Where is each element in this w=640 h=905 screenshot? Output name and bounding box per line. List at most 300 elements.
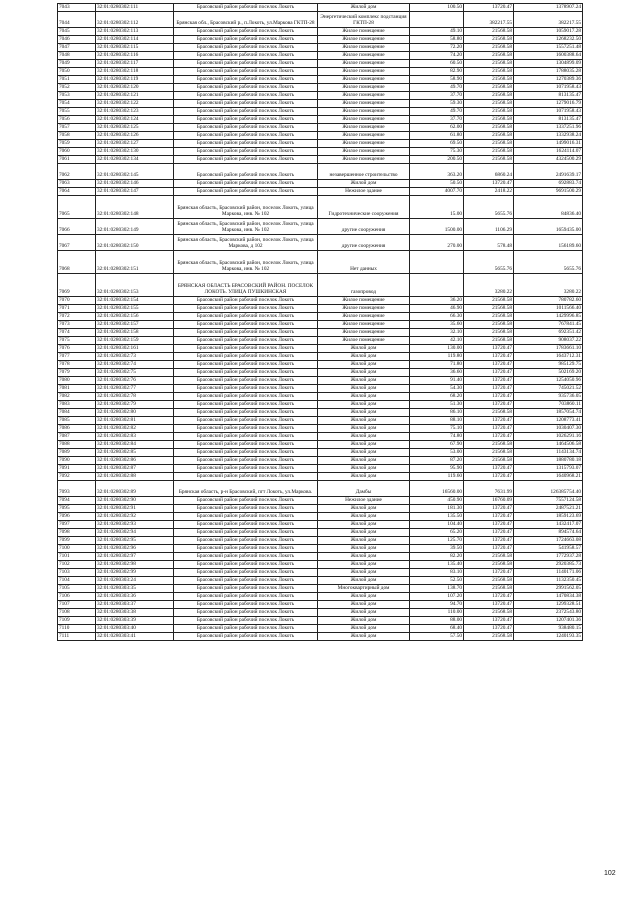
cell-specific-value: 21568.58 bbox=[464, 148, 514, 156]
cell-specific-value: 382217.55 bbox=[464, 12, 514, 28]
cell-specific-value: 13720.47 bbox=[464, 537, 514, 545]
table-row bbox=[58, 561, 583, 569]
cell-cadastral-value: 1071958.43 bbox=[514, 84, 583, 92]
cell-area: 54.30 bbox=[410, 385, 464, 393]
cell-cadastral-number: 32:01:0280302:78 bbox=[96, 393, 174, 401]
cell-purpose: Жилой дом bbox=[318, 369, 410, 377]
cell-address: Брасовский район рабочий поселок Локоть bbox=[174, 593, 318, 601]
cell-cadastral-number: 32:01:0280302:93 bbox=[96, 521, 174, 529]
cell-row-number: 7077 bbox=[58, 353, 96, 361]
cell-cadastral-value: 703860.11 bbox=[514, 401, 583, 409]
cell-cadastral-value: 1788035.28 bbox=[514, 68, 583, 76]
cell-address: Брасовский район рабочий поселок Локоть bbox=[174, 625, 318, 633]
table-row bbox=[58, 156, 583, 164]
cell-cadastral-number: 32:01:0280302:134 bbox=[96, 156, 174, 164]
cell-cadastral-number: 32:01:0280302:118 bbox=[96, 68, 174, 76]
cell-row-number: 7062 bbox=[58, 164, 96, 180]
table-row bbox=[58, 68, 583, 76]
cell-specific-value: 13720.47 bbox=[464, 513, 514, 521]
cell-area: 51.30 bbox=[410, 401, 464, 409]
table-row bbox=[58, 553, 583, 561]
cell-address: Брасовский район рабочий поселок Локоть bbox=[174, 569, 318, 577]
cell-specific-value: 21568.58 bbox=[464, 68, 514, 76]
cell-cadastral-value: 1140171.06 bbox=[514, 569, 583, 577]
table-row bbox=[58, 188, 583, 196]
cell-cadastral-value: 541958.57 bbox=[514, 545, 583, 553]
cell-area: 86.10 bbox=[410, 409, 464, 417]
cell-row-number: 7079 bbox=[58, 369, 96, 377]
cell-area: 60.50 bbox=[410, 60, 464, 68]
cell-row-number: 7057 bbox=[58, 124, 96, 132]
cell-cadastral-number: 32:01:0280302:90 bbox=[96, 497, 174, 505]
cell-area: 66.30 bbox=[410, 313, 464, 321]
cell-cadastral-number: 32:01:0280302:146 bbox=[96, 180, 174, 188]
cell-row-number: 7049 bbox=[58, 60, 96, 68]
cell-address: Брасовский район рабочий поселок Локоть bbox=[174, 108, 318, 116]
cell-specific-value: 13720.47 bbox=[464, 569, 514, 577]
cell-row-number: 7086 bbox=[58, 425, 96, 433]
cell-row-number: 7067 bbox=[58, 235, 96, 251]
cell-cadastral-value: 2491639.17 bbox=[514, 164, 583, 180]
cell-area: 37.70 bbox=[410, 116, 464, 124]
table-row bbox=[58, 92, 583, 100]
cell-cadastral-value: 1857054.74 bbox=[514, 409, 583, 417]
cell-purpose: Жилой дом bbox=[318, 180, 410, 188]
cell-address: Брасовский район рабочий поселок Локоть bbox=[174, 52, 318, 60]
cell-row-number: 7071 bbox=[58, 305, 96, 313]
cell-area: 67.90 bbox=[410, 441, 464, 449]
cell-purpose: Жилой дом bbox=[318, 441, 410, 449]
cell-specific-value: 13720.47 bbox=[464, 361, 514, 369]
table-row bbox=[58, 329, 583, 337]
cell-address: Брасовский район рабочий поселок Локоть bbox=[174, 345, 318, 353]
cell-area: 58.80 bbox=[410, 36, 464, 44]
table-row bbox=[58, 84, 583, 92]
cell-cadastral-number: 32:01:0280302:74 bbox=[96, 361, 174, 369]
cell-purpose: Жилой дом bbox=[318, 561, 410, 569]
cell-address: Брасовский район рабочий поселок Локоть bbox=[174, 36, 318, 44]
cell-specific-value: 1106.29 bbox=[464, 219, 514, 235]
cell-specific-value: 6860.24 bbox=[464, 164, 514, 180]
cell-area: 110.00 bbox=[410, 609, 464, 617]
cell-cadastral-value: 1059017.28 bbox=[514, 28, 583, 36]
table-row bbox=[58, 361, 583, 369]
cell-address: БРЯНСКАЯ ОБЛАСТЬ БРАСОВСКИЙ РАЙОН. ПОСЕЛОК ЛОКОТЬ. УЛИЦА ПУШКИНСКАЯ bbox=[174, 274, 318, 297]
cell-area: 107.20 bbox=[410, 593, 464, 601]
cell-cadastral-number: 32:01:0280302:147 bbox=[96, 188, 174, 196]
cell-specific-value: 21568.58 bbox=[464, 100, 514, 108]
table-row bbox=[58, 409, 583, 417]
cell-area: 91.40 bbox=[410, 377, 464, 385]
cell-purpose: Жилой дом bbox=[318, 521, 410, 529]
cell-specific-value: 13720.47 bbox=[464, 473, 514, 481]
cell-area: 100.50 bbox=[410, 4, 464, 12]
cell-cadastral-value: 1378907.24 bbox=[514, 4, 583, 12]
cell-cadastral-value: 1640968.21 bbox=[514, 473, 583, 481]
table-row bbox=[58, 12, 583, 28]
cell-purpose: Жилое помещение bbox=[318, 156, 410, 164]
table-row bbox=[58, 28, 583, 36]
cell-specific-value: 21568.58 bbox=[464, 76, 514, 84]
table-row bbox=[58, 369, 583, 377]
cell-address: Брасовский район рабочий поселок Локоть bbox=[174, 417, 318, 425]
table-row bbox=[58, 305, 583, 313]
cell-address: Брасовский район рабочий поселок Локоть bbox=[174, 505, 318, 513]
cell-purpose: Нежилое здание bbox=[318, 188, 410, 196]
cell-address: Брасовский район рабочий поселок Локоть bbox=[174, 148, 318, 156]
cell-purpose: Жилой дом bbox=[318, 393, 410, 401]
cell-specific-value: 13720.47 bbox=[464, 465, 514, 473]
cell-specific-value: 13720.47 bbox=[464, 180, 514, 188]
cell-area: 135.50 bbox=[410, 513, 464, 521]
cell-specific-value: 21568.58 bbox=[464, 28, 514, 36]
table-row bbox=[58, 537, 583, 545]
cell-cadastral-value: 1859123.69 bbox=[514, 513, 583, 521]
table-row bbox=[58, 625, 583, 633]
cell-purpose: Жилой дом bbox=[318, 529, 410, 537]
cell-cadastral-value: 1270389.36 bbox=[514, 76, 583, 84]
cell-row-number: 7050 bbox=[58, 68, 96, 76]
cell-row-number: 7087 bbox=[58, 433, 96, 441]
cell-row-number: 7068 bbox=[58, 251, 96, 274]
cell-cadastral-value: 1659435.00 bbox=[514, 219, 583, 235]
cell-cadastral-number: 32:01:0280302:92 bbox=[96, 513, 174, 521]
cell-purpose: Жилой дом bbox=[318, 4, 410, 12]
table-row bbox=[58, 569, 583, 577]
cell-area: 53.00 bbox=[410, 449, 464, 457]
cell-row-number: 7054 bbox=[58, 100, 96, 108]
cell-area: 68.40 bbox=[410, 625, 464, 633]
cell-address: Брасовский район рабочий поселок Локоть bbox=[174, 553, 318, 561]
cell-address: Брасовский район рабочий поселок Локоть bbox=[174, 92, 318, 100]
cell-purpose: Жилое помещение bbox=[318, 52, 410, 60]
cell-row-number: 7048 bbox=[58, 52, 96, 60]
cell-purpose: другие сооружения bbox=[318, 219, 410, 235]
table-row bbox=[58, 633, 583, 641]
cell-specific-value: 21568.58 bbox=[464, 561, 514, 569]
cell-cadastral-number: 32:01:0280302:114 bbox=[96, 36, 174, 44]
cell-cadastral-number: 32:01:0280302:120 bbox=[96, 84, 174, 92]
cell-cadastral-number: 32:01:0280302:98 bbox=[96, 561, 174, 569]
cell-cadastral-number: 32:01:0280302:126 bbox=[96, 132, 174, 140]
cell-purpose: Жилое помещение bbox=[318, 337, 410, 345]
cell-cadastral-value: 1783661.10 bbox=[514, 345, 583, 353]
cell-cadastral-value: 745021.52 bbox=[514, 385, 583, 393]
table-row bbox=[58, 401, 583, 409]
cell-purpose: Жилое помещение bbox=[318, 92, 410, 100]
cell-purpose: Жилой дом bbox=[318, 593, 410, 601]
table-row bbox=[58, 529, 583, 537]
cell-area: 75.30 bbox=[410, 148, 464, 156]
cell-cadastral-number: 32:01:0280303:36 bbox=[96, 593, 174, 601]
cell-cadastral-number: 32:01:0280302:82 bbox=[96, 425, 174, 433]
cell-cadastral-number: 32:01:0280302:124 bbox=[96, 116, 174, 124]
cell-cadastral-number: 32:01:0280302:84 bbox=[96, 441, 174, 449]
cell-row-number: 7046 bbox=[58, 36, 96, 44]
cell-row-number: 7083 bbox=[58, 401, 96, 409]
cell-row-number: 7073 bbox=[58, 321, 96, 329]
cell-address: Брасовский район рабочий поселок Локоть bbox=[174, 529, 318, 537]
cell-row-number: 7044 bbox=[58, 12, 96, 28]
cell-row-number: 7075 bbox=[58, 337, 96, 345]
cell-cadastral-number: 32:01:0280303:37 bbox=[96, 601, 174, 609]
cell-area: 58.90 bbox=[410, 76, 464, 84]
cell-cadastral-number: 32:01:0280302:94 bbox=[96, 529, 174, 537]
table-row bbox=[58, 385, 583, 393]
cell-address: Брасовский район рабочий поселок Локоть bbox=[174, 100, 318, 108]
cell-address: Брасовский район рабочий поселок Локоть bbox=[174, 513, 318, 521]
cell-cadastral-number: 32:01:0280302:85 bbox=[96, 449, 174, 457]
table-row bbox=[58, 505, 583, 513]
cell-purpose: Жилой дом bbox=[318, 449, 410, 457]
cell-address: Брасовский район рабочий поселок Локоть bbox=[174, 60, 318, 68]
cell-cadastral-number: 32:01:0280302:76 bbox=[96, 377, 174, 385]
cell-area bbox=[410, 12, 464, 28]
table-row bbox=[58, 100, 583, 108]
table-row bbox=[58, 164, 583, 180]
cell-cadastral-value: 1207401.36 bbox=[514, 617, 583, 625]
cell-purpose: Жилой дом bbox=[318, 513, 410, 521]
cell-specific-value: 5655.76 bbox=[464, 196, 514, 219]
table-row bbox=[58, 601, 583, 609]
cell-row-number: 7097 bbox=[58, 521, 96, 529]
cell-row-number: 7085 bbox=[58, 417, 96, 425]
cell-cadastral-value: 1432417.07 bbox=[514, 521, 583, 529]
cell-cadastral-value: 2487521.21 bbox=[514, 505, 583, 513]
cell-row-number: 7100 bbox=[58, 545, 96, 553]
cell-cadastral-value: 1132350.45 bbox=[514, 577, 583, 585]
cell-cadastral-value: 1337251.96 bbox=[514, 124, 583, 132]
cell-area: 35.60 bbox=[410, 321, 464, 329]
cell-cadastral-value: 1464506.58 bbox=[514, 441, 583, 449]
table-body bbox=[58, 4, 583, 641]
cell-address: Брасовский район рабочий поселок Локоть bbox=[174, 132, 318, 140]
cell-specific-value: 13720.47 bbox=[464, 401, 514, 409]
table-row bbox=[58, 4, 583, 12]
cell-cadastral-value: 1030407.30 bbox=[514, 425, 583, 433]
cell-row-number: 7051 bbox=[58, 76, 96, 84]
table-row bbox=[58, 44, 583, 52]
cell-area: 83.10 bbox=[410, 569, 464, 577]
cell-purpose: другие сооружения bbox=[318, 235, 410, 251]
cell-cadastral-value: 126385754.40 bbox=[514, 481, 583, 497]
cell-specific-value: 21568.58 bbox=[464, 585, 514, 593]
table-row bbox=[58, 124, 583, 132]
cell-area: 16560.00 bbox=[410, 481, 464, 497]
cell-area bbox=[410, 274, 464, 297]
cell-specific-value: 21568.58 bbox=[464, 449, 514, 457]
cell-cadastral-value: 3280.22 bbox=[514, 274, 583, 297]
cell-specific-value: 13720.47 bbox=[464, 617, 514, 625]
table-row bbox=[58, 433, 583, 441]
cell-cadastral-number: 32:01:0280302:155 bbox=[96, 305, 174, 313]
cell-cadastral-value: 908037.22 bbox=[514, 337, 583, 345]
cell-cadastral-number: 32:01:0280303:38 bbox=[96, 609, 174, 617]
cell-row-number: 7111 bbox=[58, 633, 96, 641]
cell-purpose: Жилой дом bbox=[318, 617, 410, 625]
cell-purpose: Жилое помещение bbox=[318, 321, 410, 329]
cell-cadastral-value: 1557251.48 bbox=[514, 44, 583, 52]
cell-cadastral-value: 1600388.64 bbox=[514, 52, 583, 60]
cell-specific-value: 13720.47 bbox=[464, 377, 514, 385]
cell-area: 59.30 bbox=[410, 100, 464, 108]
cell-row-number: 7060 bbox=[58, 148, 96, 156]
cell-row-number: 7082 bbox=[58, 393, 96, 401]
cell-area: 39.50 bbox=[410, 545, 464, 553]
cell-address: Брасовский район рабочий поселок Локоть bbox=[174, 497, 318, 505]
cell-specific-value: 7631.99 bbox=[464, 481, 514, 497]
cell-area: 119.80 bbox=[410, 353, 464, 361]
table-row bbox=[58, 377, 583, 385]
cell-row-number: 7106 bbox=[58, 593, 96, 601]
cell-row-number: 7066 bbox=[58, 219, 96, 235]
cell-area: 52.50 bbox=[410, 577, 464, 585]
cell-cadastral-value: 2991562.05 bbox=[514, 585, 583, 593]
cell-specific-value: 21568.58 bbox=[464, 60, 514, 68]
cell-address: Брасовский район рабочий поселок Локоть bbox=[174, 537, 318, 545]
cell-cadastral-number: 32:01:0280303:39 bbox=[96, 617, 174, 625]
cell-specific-value: 13720.47 bbox=[464, 601, 514, 609]
cell-purpose: Гидротехнические сооружения bbox=[318, 196, 410, 219]
cell-cadastral-value: 1240193.35 bbox=[514, 633, 583, 641]
cell-purpose: Жилой дом bbox=[318, 601, 410, 609]
cell-specific-value: 13720.47 bbox=[464, 545, 514, 553]
cell-specific-value: 5655.76 bbox=[464, 251, 514, 274]
cell-purpose: незавершенное строительство bbox=[318, 164, 410, 180]
cell-purpose: Жилое помещение bbox=[318, 148, 410, 156]
cell-cadastral-value: 692883.74 bbox=[514, 180, 583, 188]
cell-area: 135.40 bbox=[410, 561, 464, 569]
table-row bbox=[58, 196, 583, 219]
cell-cadastral-value: 156189.60 bbox=[514, 235, 583, 251]
cell-cadastral-value: 1724663.08 bbox=[514, 537, 583, 545]
cell-specific-value: 21568.58 bbox=[464, 609, 514, 617]
cell-cadastral-number: 32:01:0280302:148 bbox=[96, 196, 174, 219]
cell-purpose: Жилое помещение bbox=[318, 329, 410, 337]
table-row bbox=[58, 219, 583, 235]
cell-cadastral-number: 32:01:0280302:81 bbox=[96, 417, 174, 425]
cell-address: Брасовский район рабочий поселок Локоть bbox=[174, 116, 318, 124]
cell-row-number: 7065 bbox=[58, 196, 96, 219]
cell-cadastral-number: 32:01:0280302:91 bbox=[96, 505, 174, 513]
cell-row-number: 7091 bbox=[58, 465, 96, 473]
cell-specific-value: 13720.47 bbox=[464, 4, 514, 12]
cell-purpose: Жилой дом bbox=[318, 409, 410, 417]
cell-cadastral-value: 7557124.58 bbox=[514, 497, 583, 505]
cell-purpose: Жилое помещение bbox=[318, 100, 410, 108]
cell-cadastral-number: 32:01:0280302:86 bbox=[96, 457, 174, 465]
cell-address: Брасовский район рабочий поселок Локоть bbox=[174, 473, 318, 481]
cell-cadastral-value: 1643712.31 bbox=[514, 353, 583, 361]
cell-cadastral-value: 502169.20 bbox=[514, 369, 583, 377]
cell-address: Брянская область, Брасовский район, поселок Локоть, улица Маркова, инв. № 102 bbox=[174, 196, 318, 219]
cell-address: Брасовский район рабочий поселок Локоть bbox=[174, 140, 318, 148]
cell-area: 130.00 bbox=[410, 345, 464, 353]
table-row bbox=[58, 417, 583, 425]
page-number: 102 bbox=[604, 870, 616, 877]
cell-row-number: 7090 bbox=[58, 457, 96, 465]
table-row bbox=[58, 297, 583, 305]
cell-area: 42.10 bbox=[410, 337, 464, 345]
cell-purpose: Жилой дом bbox=[318, 345, 410, 353]
cell-area: 36.20 bbox=[410, 297, 464, 305]
cell-purpose: Жилой дом bbox=[318, 473, 410, 481]
cell-cadastral-value: 4324500.29 bbox=[514, 156, 583, 164]
cell-cadastral-number: 32:01:0280302:151 bbox=[96, 251, 174, 274]
cell-purpose: Жилое помещение bbox=[318, 140, 410, 148]
cell-cadastral-value: 1279016.79 bbox=[514, 100, 583, 108]
table-row bbox=[58, 593, 583, 601]
cell-address: Брасовский район рабочий поселок Локоть bbox=[174, 44, 318, 52]
cell-purpose: Жилое помещение bbox=[318, 305, 410, 313]
cell-row-number: 7103 bbox=[58, 569, 96, 577]
cell-row-number: 7080 bbox=[58, 377, 96, 385]
cell-specific-value: 21568.58 bbox=[464, 441, 514, 449]
cell-purpose: Жилой дом bbox=[318, 401, 410, 409]
cell-row-number: 7109 bbox=[58, 617, 96, 625]
cell-row-number: 7104 bbox=[58, 577, 96, 585]
cell-cadastral-number: 32:01:0280302:154 bbox=[96, 297, 174, 305]
cell-row-number: 7081 bbox=[58, 385, 96, 393]
cell-cadastral-number: 32:01:0280302:123 bbox=[96, 108, 174, 116]
cell-cadastral-value: 9691500.29 bbox=[514, 188, 583, 196]
cell-purpose: Жилое помещение bbox=[318, 28, 410, 36]
cell-purpose: Жилой дом bbox=[318, 433, 410, 441]
cell-cadastral-number: 32:01:0280303:41 bbox=[96, 633, 174, 641]
cell-specific-value: 21568.58 bbox=[464, 52, 514, 60]
cell-address: Брасовский район рабочий поселок Локоть bbox=[174, 401, 318, 409]
cell-cadastral-number: 32:01:0280302:95 bbox=[96, 537, 174, 545]
cell-purpose: Жилой дом bbox=[318, 425, 410, 433]
cell-specific-value: 21568.58 bbox=[464, 108, 514, 116]
cell-row-number: 7102 bbox=[58, 561, 96, 569]
table-row bbox=[58, 545, 583, 553]
cell-area: 270.00 bbox=[410, 235, 464, 251]
cell-address: Брасовский район рабочий поселок Локоть bbox=[174, 521, 318, 529]
cell-area: 125.70 bbox=[410, 537, 464, 545]
cell-row-number: 7096 bbox=[58, 513, 96, 521]
cell-address: Брасовский район рабочий поселок Локоть bbox=[174, 577, 318, 585]
cell-cadastral-number: 32:01:0280302:125 bbox=[96, 124, 174, 132]
cell-address: Брасовский район рабочий поселок Локоть bbox=[174, 585, 318, 593]
cell-cadastral-value: 1299328.51 bbox=[514, 601, 583, 609]
cell-cadastral-number: 32:01:0280302:130 bbox=[96, 148, 174, 156]
cell-row-number: 7047 bbox=[58, 44, 96, 52]
cell-cadastral-number: 32:01:0280302:119 bbox=[96, 76, 174, 84]
cell-row-number: 7088 bbox=[58, 441, 96, 449]
cell-specific-value: 21568.58 bbox=[464, 124, 514, 132]
cell-row-number: 7092 bbox=[58, 473, 96, 481]
cell-row-number: 7055 bbox=[58, 108, 96, 116]
cell-area: 50.50 bbox=[410, 180, 464, 188]
cell-purpose: Жилой дом bbox=[318, 457, 410, 465]
table-row bbox=[58, 457, 583, 465]
cell-address: Брянская обл., Брасовский р., п.Локоть, ул.Маркова ГКТП-28 bbox=[174, 12, 318, 28]
cell-area: 37.70 bbox=[410, 92, 464, 100]
cell-specific-value: 13720.47 bbox=[464, 425, 514, 433]
cell-address: Брасовский район рабочий поселок Локоть bbox=[174, 433, 318, 441]
cell-cadastral-value: 2372543.80 bbox=[514, 609, 583, 617]
cell-purpose: Жилое помещение bbox=[318, 132, 410, 140]
cell-specific-value: 21568.58 bbox=[464, 116, 514, 124]
cell-cadastral-value: 1499016.31 bbox=[514, 140, 583, 148]
cell-cadastral-value: 1772937.28 bbox=[514, 553, 583, 561]
cell-cadastral-number: 32:01:0280302:112 bbox=[96, 12, 174, 28]
cell-area: 119.60 bbox=[410, 473, 464, 481]
cell-purpose: Жилое помещение bbox=[318, 36, 410, 44]
cell-cadastral-value: 1429996.85 bbox=[514, 313, 583, 321]
cell-area: 74.20 bbox=[410, 52, 464, 60]
